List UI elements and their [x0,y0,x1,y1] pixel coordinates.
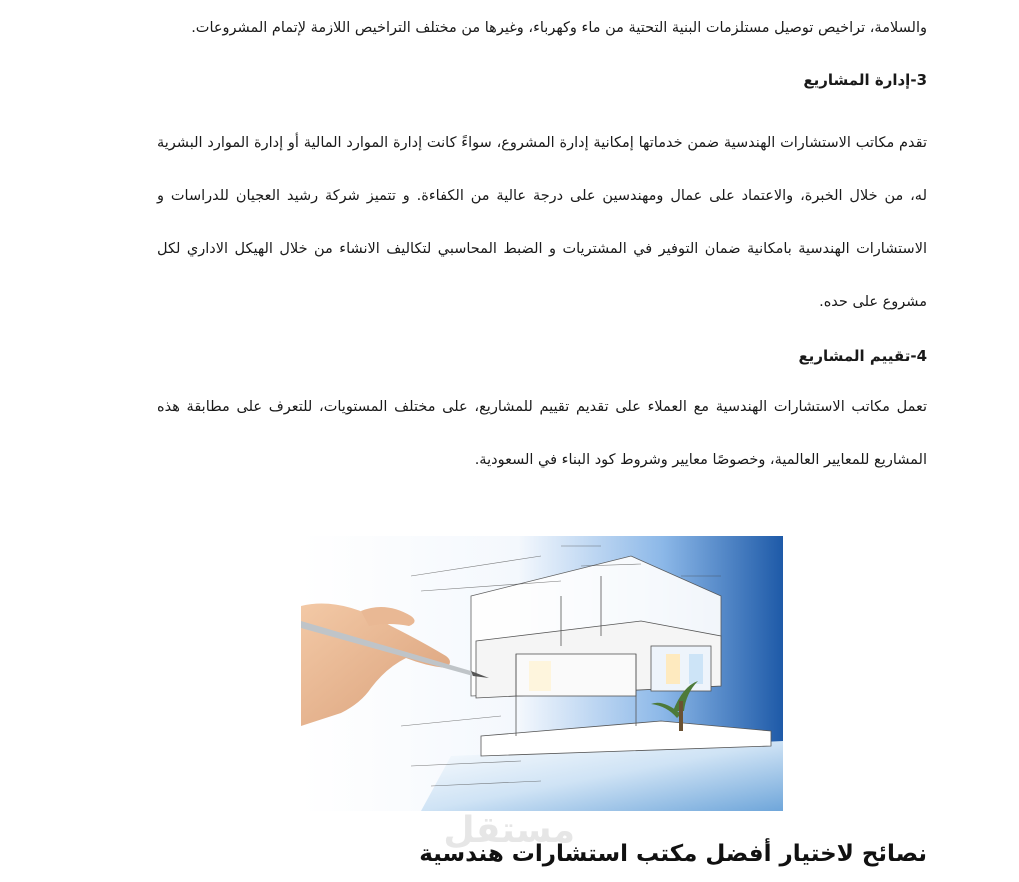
paragraph-project-management: تقدم مكاتب الاستشارات الهندسية ضمن خدماتها إمكانية إدارة المشروع، سواءً كانت إدارة الموارد المالية أو إدارة الموارد البشرية له، من خلال الخبرة، والاعتماد على عمال ومهندسين على درجة عالية من الكفاءة. و تتميز شركة رشيد العجيان للدراسات و الاستشارات الهندسية بامكانية ضمان التوفير في المشتريات و الضبط المحاسبي لتكاليف الانشاء من خلال الهيكل الاداري لكل مشروع على حده. [157,135,927,310]
paragraph-project-evaluation: تعمل مكاتب الاستشارات الهندسية مع العملاء على تقديم تقييم للمشاريع، على مختلف المستويات، للتعرف على مطابقة هذه المشاريع للمعايير العالمية، وخصوصًا معايير وشروط كود البناء في السعودية. [157,399,927,468]
article-body [157,0,927,487]
section-title: نصائح لاختيار أفضل مكتب استشارات هندسية [419,841,927,867]
mostaql-watermark: مستقل [443,810,575,851]
architect-sketch-image [301,536,783,811]
paragraph-licenses: والسلامة، تراخيص توصيل مستلزمات البنية التحتية من ماء وكهرباء، وغيرها من مختلف التراخيص اللازمة لإتمام المشروعات. [191,20,927,36]
subheading-project-management: 3-إدارة المشاريع [803,71,927,89]
subheading-project-evaluation: 4-تقييم المشاريع [798,347,927,365]
